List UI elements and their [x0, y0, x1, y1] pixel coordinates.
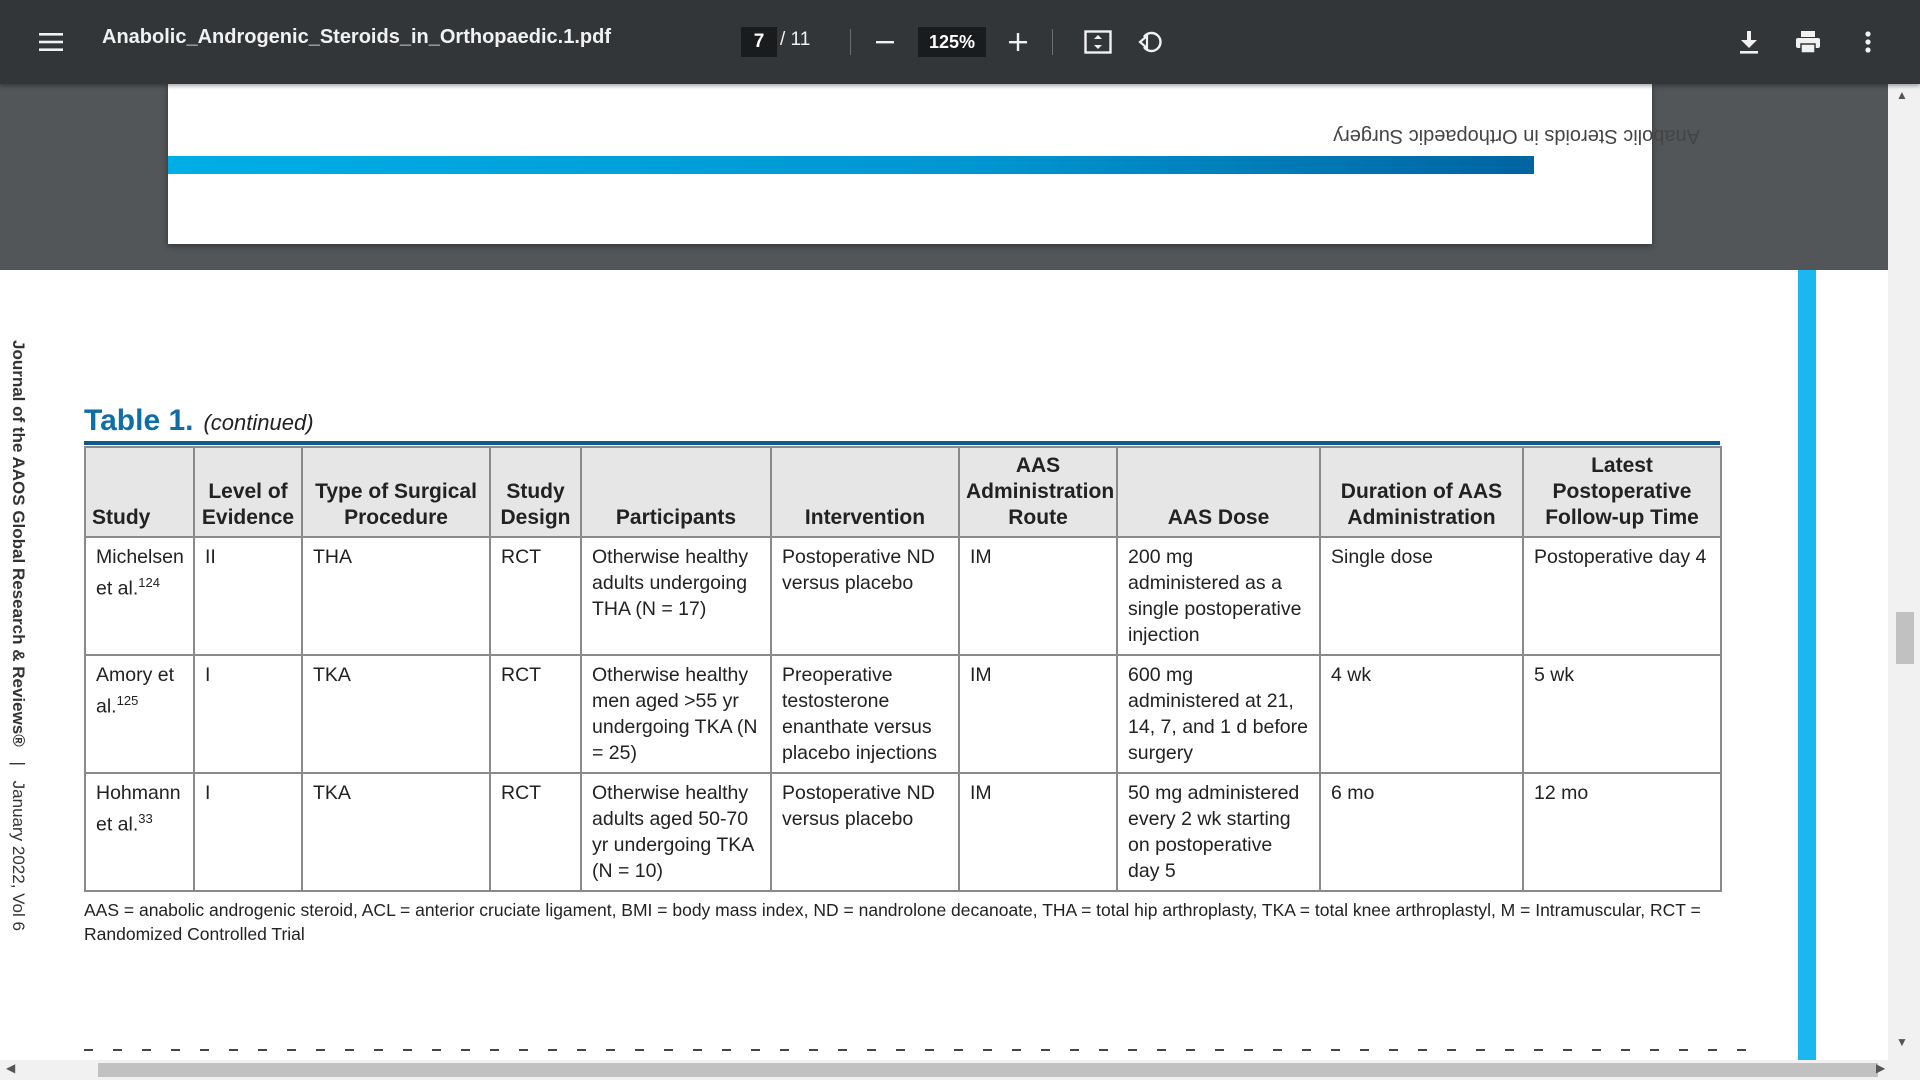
study-name: Hohmann et al.	[96, 782, 181, 836]
cut-off-glyph	[548, 1049, 557, 1058]
reference-number: 33	[138, 811, 153, 826]
cut-off-glyph	[809, 1049, 818, 1058]
cut-off-glyph	[316, 1049, 325, 1058]
cell-study	[85, 773, 194, 891]
horizontal-scroll-thumb[interactable]	[98, 1063, 1878, 1077]
cut-off-glyph	[403, 1049, 412, 1058]
more-options-button[interactable]	[1850, 24, 1886, 60]
cell-level: II	[194, 537, 302, 655]
print-button[interactable]	[1790, 24, 1826, 60]
rotate-counterclockwise-icon	[1137, 28, 1165, 56]
cut-off-glyph	[983, 1049, 992, 1058]
cut-off-glyph	[1389, 1049, 1398, 1058]
hamburger-icon	[38, 32, 64, 52]
cell-followup: 5 wk	[1523, 655, 1721, 773]
journal-name: Journal of the AAOS Global Research & Reviews®	[9, 340, 28, 747]
cell-study	[85, 537, 194, 655]
cut-off-glyph	[84, 1049, 93, 1058]
cut-off-glyph	[1041, 1049, 1050, 1058]
cut-off-glyph	[577, 1049, 586, 1058]
cut-off-glyph	[1157, 1049, 1166, 1058]
cell-design: RCT	[490, 655, 581, 773]
journal-separator: |	[9, 761, 28, 766]
cell-procedure: TKA	[302, 655, 490, 773]
cut-off-glyph	[606, 1049, 615, 1058]
cut-off-glyph	[258, 1049, 267, 1058]
cut-off-glyph	[1447, 1049, 1456, 1058]
cell-duration: 4 wk	[1320, 655, 1523, 773]
cell-route: IM	[959, 537, 1117, 655]
cut-off-glyph	[664, 1049, 673, 1058]
scroll-up-arrow-icon[interactable]: ▲	[1896, 88, 1908, 102]
zoom-in-button[interactable]	[1001, 25, 1035, 59]
cut-off-glyph	[751, 1049, 760, 1058]
cell-procedure: THA	[302, 537, 490, 655]
cell-dose: 50 mg administered every 2 wk starting on postoperative day 5	[1117, 773, 1320, 891]
cell-duration: Single dose	[1320, 537, 1523, 655]
cut-off-glyph	[1418, 1049, 1427, 1058]
pdf-toolbar	[0, 0, 1920, 84]
cut-off-glyph	[113, 1049, 122, 1058]
cell-followup: 12 mo	[1523, 773, 1721, 891]
reference-number: 124	[138, 575, 160, 590]
rotate-button[interactable]	[1133, 24, 1169, 60]
cut-off-glyph	[1244, 1049, 1253, 1058]
study-name: Amory et al.	[96, 664, 175, 718]
menu-button[interactable]	[30, 22, 72, 62]
scroll-right-arrow-icon[interactable]: ▶	[1876, 1061, 1886, 1075]
column-header: Level of Evidence	[194, 447, 302, 537]
reference-number: 125	[116, 693, 139, 708]
cut-off-glyph	[867, 1049, 876, 1058]
table-header-row	[85, 447, 1721, 537]
table-heading	[84, 404, 314, 438]
header-color-bar	[168, 156, 1534, 174]
download-icon	[1738, 30, 1760, 54]
cell-participants: Otherwise healthy adults aged 50-70 yr undergoing TKA (N = 10)	[581, 773, 771, 891]
more-vert-icon	[1864, 31, 1872, 53]
previous-page	[168, 84, 1700, 244]
document-title: Anabolic_Androgenic_Steroids_in_Orthopaedic.1.pdf	[102, 26, 611, 48]
scroll-left-arrow-icon[interactable]: ◀	[6, 1061, 16, 1075]
cut-off-glyph	[1070, 1049, 1079, 1058]
toolbar-divider	[850, 29, 851, 55]
table-continued: (continued)	[203, 410, 314, 435]
download-button[interactable]	[1731, 24, 1767, 60]
cut-off-glyph	[1737, 1049, 1746, 1058]
cell-participants: Otherwise healthy men aged >55 yr undergoing TKA (N = 25)	[581, 655, 771, 773]
column-header: Duration of AAS Administration	[1320, 447, 1523, 537]
page-number-input[interactable]: 7	[741, 27, 777, 57]
plus-icon	[1008, 32, 1028, 52]
cut-off-glyph	[1186, 1049, 1195, 1058]
cell-dose: 200 mg administered as a single postoperative injection	[1117, 537, 1320, 655]
table-row	[85, 655, 1721, 773]
cut-off-glyph	[1128, 1049, 1137, 1058]
cut-off-glyph	[1012, 1049, 1021, 1058]
cut-off-glyph	[1708, 1049, 1717, 1058]
cell-design: RCT	[490, 537, 581, 655]
cut-off-glyph	[1592, 1049, 1601, 1058]
cut-off-glyph	[1476, 1049, 1485, 1058]
column-header: Latest Postoperative Follow-up Time	[1523, 447, 1721, 537]
cut-off-glyph	[1650, 1049, 1659, 1058]
cell-route: IM	[959, 773, 1117, 891]
cut-off-glyph	[1273, 1049, 1282, 1058]
cut-off-glyph	[142, 1049, 151, 1058]
table-label: Table 1.	[84, 404, 194, 437]
zoom-level-input[interactable]: 125%	[918, 27, 986, 57]
cut-off-glyph	[287, 1049, 296, 1058]
cell-level: I	[194, 655, 302, 773]
cell-study	[85, 655, 194, 773]
cut-off-text-line	[84, 1048, 1774, 1058]
journal-date: January 2022, Vol 6	[9, 780, 28, 931]
journal-sidebar-text	[8, 340, 28, 1060]
study-name: Michelsen et al.	[96, 546, 184, 600]
cell-dose: 600 mg administered at 21, 14, 7, and 1 d before surgery	[1117, 655, 1320, 773]
table-title-rule	[84, 441, 1720, 445]
cut-off-glyph	[693, 1049, 702, 1058]
cut-off-glyph	[1215, 1049, 1224, 1058]
cut-off-glyph	[1360, 1049, 1369, 1058]
table-row	[85, 773, 1721, 891]
column-header: Study	[85, 447, 194, 537]
vertical-scrollbar[interactable]	[1888, 84, 1920, 1060]
cut-off-glyph	[1099, 1049, 1108, 1058]
cell-route: IM	[959, 655, 1117, 773]
cut-off-glyph	[722, 1049, 731, 1058]
cut-off-glyph	[461, 1049, 470, 1058]
cell-intervention: Postoperative ND versus placebo	[771, 537, 959, 655]
cut-off-glyph	[896, 1049, 905, 1058]
scroll-down-arrow-icon[interactable]: ▼	[1896, 1035, 1908, 1049]
column-header: AAS Administration Route	[959, 447, 1117, 537]
column-header: Intervention	[771, 447, 959, 537]
cell-level: I	[194, 773, 302, 891]
page-edge-stripe	[1798, 270, 1816, 1060]
cut-off-glyph	[925, 1049, 934, 1058]
cut-off-glyph	[780, 1049, 789, 1058]
fit-page-button[interactable]	[1080, 24, 1116, 60]
printer-icon	[1795, 30, 1821, 54]
column-header: AAS Dose	[1117, 447, 1320, 537]
current-page	[0, 270, 1888, 1060]
cut-off-glyph	[229, 1049, 238, 1058]
cut-off-glyph	[519, 1049, 528, 1058]
cut-off-glyph	[374, 1049, 383, 1058]
cut-off-glyph	[954, 1049, 963, 1058]
cell-intervention: Postoperative ND versus placebo	[771, 773, 959, 891]
cut-off-glyph	[200, 1049, 209, 1058]
cell-procedure: TKA	[302, 773, 490, 891]
cell-intervention: Preoperative testosterone enanthate versus placebo injections	[771, 655, 959, 773]
cut-off-glyph	[490, 1049, 499, 1058]
cut-off-glyph	[838, 1049, 847, 1058]
minus-icon	[875, 32, 895, 52]
toolbar-divider	[1052, 29, 1053, 55]
cut-off-glyph	[1621, 1049, 1630, 1058]
cut-off-glyph	[1302, 1049, 1311, 1058]
page-total: / 11	[780, 29, 811, 50]
column-header: Type of Surgical Procedure	[302, 447, 490, 537]
running-header: Anabolic Steroids in Orthopaedic Surgery	[1333, 125, 1700, 147]
cut-off-glyph	[635, 1049, 644, 1058]
cell-duration: 6 mo	[1320, 773, 1523, 891]
cut-off-glyph	[432, 1049, 441, 1058]
table-footnote: AAS = anabolic androgenic steroid, ACL = anterior cruciate ligament, BMI = body mass index, ND = nandrolone decanoate, THA = total hip arthroplasty, TKA = total knee arthroplastyl, M = Intramuscular, RCT = Randomized Controlled Trial	[84, 900, 1701, 944]
zoom-out-button[interactable]	[868, 25, 902, 59]
cut-off-glyph	[1505, 1049, 1514, 1058]
cut-off-glyph	[1563, 1049, 1572, 1058]
cut-off-glyph	[1679, 1049, 1688, 1058]
cut-off-glyph	[171, 1049, 180, 1058]
table-row	[85, 537, 1721, 655]
cell-participants: Otherwise healthy adults undergoing THA (N = 17)	[581, 537, 771, 655]
fit-to-page-icon	[1084, 30, 1112, 54]
cut-off-glyph	[345, 1049, 354, 1058]
cut-off-glyph	[1331, 1049, 1340, 1058]
cut-off-glyph	[1534, 1049, 1543, 1058]
column-header: Participants	[581, 447, 771, 537]
cell-design: RCT	[490, 773, 581, 891]
cell-followup: Postoperative day 4	[1523, 537, 1721, 655]
column-header: Study Design	[490, 447, 581, 537]
studies-table	[84, 446, 1722, 892]
vertical-scroll-thumb[interactable]	[1896, 612, 1914, 664]
